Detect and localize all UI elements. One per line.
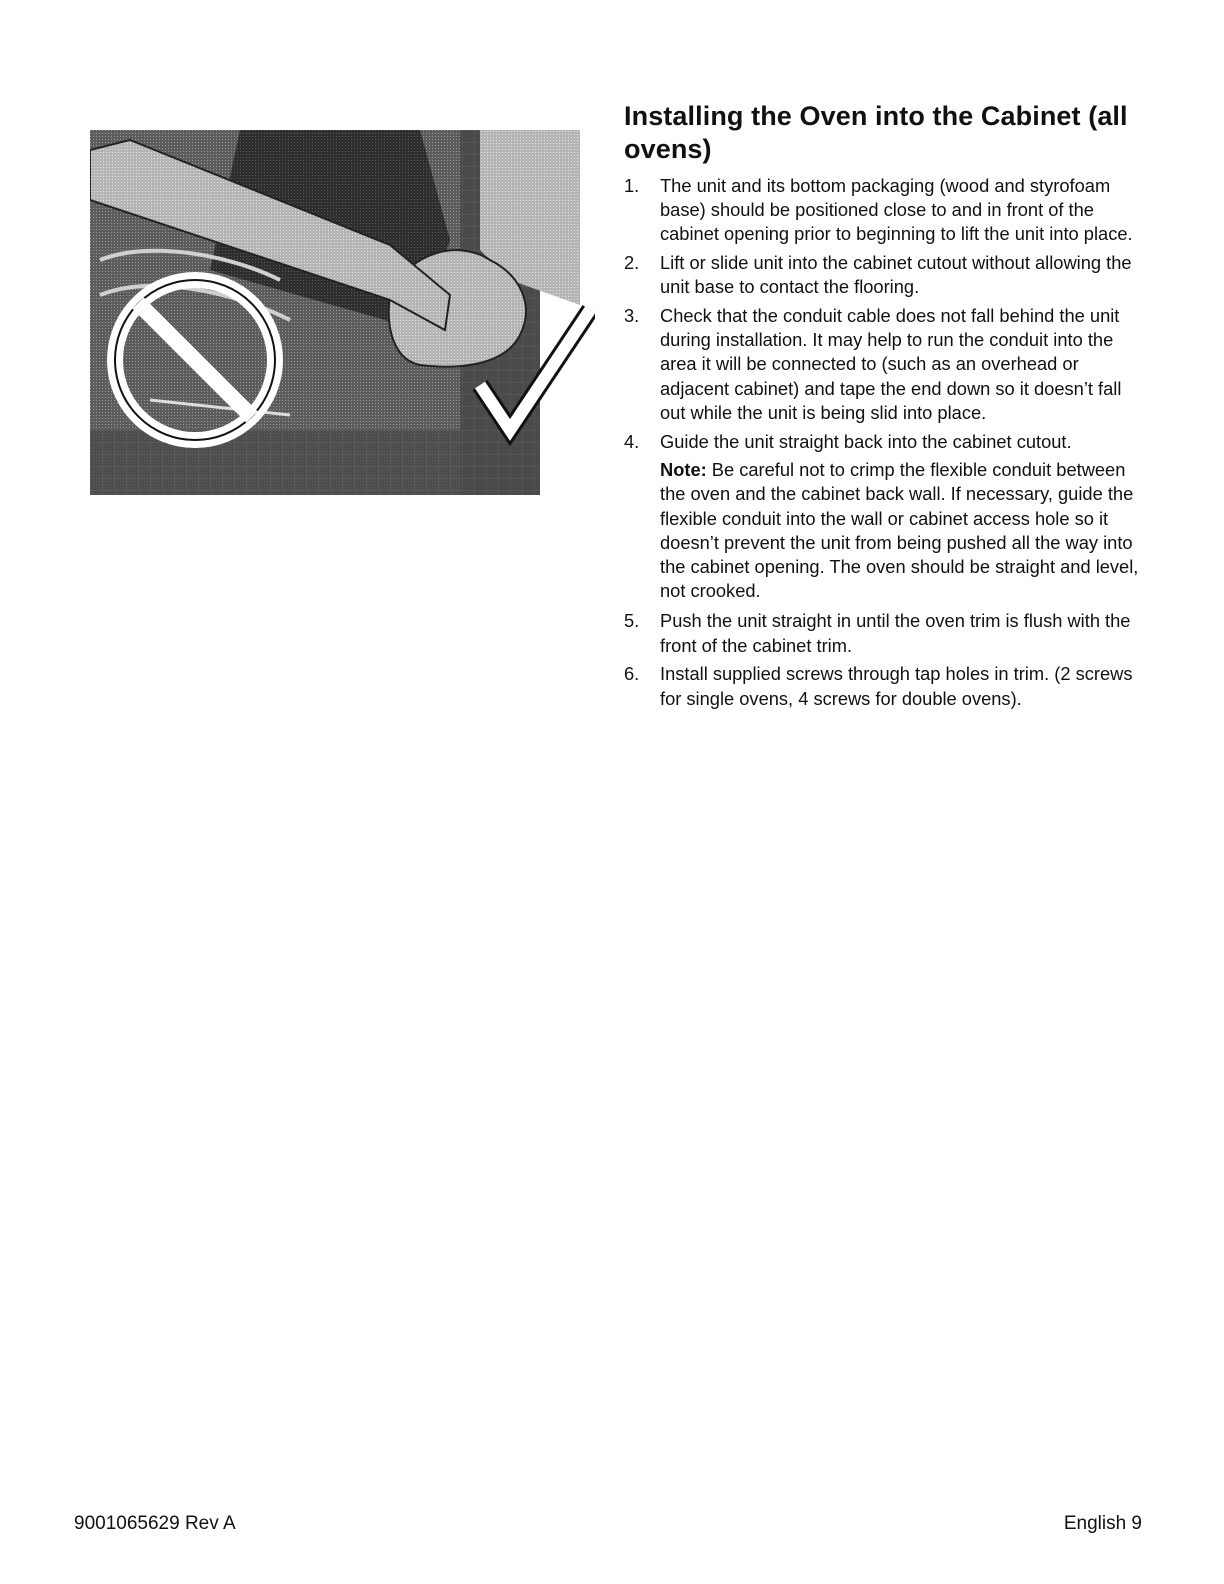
step-number: 2. [624,252,640,274]
step-number: 6. [624,663,640,685]
note-paragraph [624,458,1144,603]
step-text: Push the unit straight in until the oven trim is flush with the front of the cabinet trim. [660,610,1131,656]
section-heading: Installing the Oven into the Cabinet (all ovens) [624,101,1128,164]
step-2 [624,251,1144,299]
step-text: Guide the unit straight back into the cabinet cutout. [660,430,1072,452]
step-text: The unit and its bottom packaging (wood and styrofoam base) should be positioned close to and in front of the cabinet opening prior to beginning to lift the unit into place. [660,175,1133,245]
step-text: Install supplied screws through tap holes in trim. (2 screws for single ovens, 4 screws for double ovens). [660,663,1133,709]
steps-list [624,174,1144,454]
note-text: Be careful not to crimp the flexible conduit between the oven and the cabinet back wall. If necessary, guide the flexible conduit into the wall or cabinet access hole so it doesn’t prevent the unit from being pushed all the way into the cabinet opening. The oven should be straight and level, not crooked. [660,459,1139,602]
step-number: 4. [624,430,640,452]
step-5 [624,609,1144,657]
note-label: Note: [660,459,707,481]
step-3 [624,304,1144,425]
step-number: 3. [624,305,640,327]
step-number: 5. [624,610,640,632]
instructions-section [624,100,1144,715]
steps-list-continued [624,609,1144,710]
document-number: 9001065629 Rev A [74,1513,236,1534]
step-text: Lift or slide unit into the cabinet cutout without allowing the unit base to contact the flooring. [660,252,1132,298]
step-text: Check that the conduit cable does not fall behind the unit during installation. It may help to run the conduit into the area it will be connected to (such as an overhead or adjacent cabinet) and tape the end down so it doesn’t fall out while the unit is being slid into place. [660,305,1122,423]
step-4 [624,430,1144,454]
page-number: English 9 [1063,1513,1142,1534]
step-6 [624,662,1144,710]
step-1 [624,174,1144,247]
step-number: 1. [624,175,640,196]
installation-illustration [90,130,595,495]
